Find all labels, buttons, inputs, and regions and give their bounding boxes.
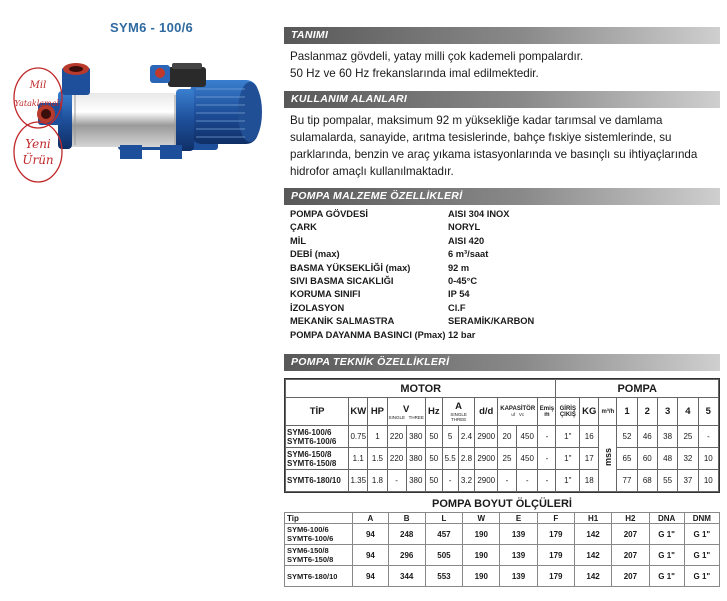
dim-tip — [285, 545, 353, 566]
row-tip-2: SYMT6-100/6 — [287, 436, 337, 446]
materials-list — [290, 208, 590, 342]
material-value: 0-45°C — [448, 275, 478, 286]
cell-dd: 2900 — [475, 426, 498, 448]
col-q3: 3 — [657, 398, 677, 426]
row-tip-1: SYMT6-180/10 — [287, 476, 341, 485]
material-label: KORUMA SINIFI — [290, 289, 361, 300]
dim-tip-2: SYMT6-100/6 — [287, 534, 334, 543]
col-q4: 4 — [678, 398, 698, 426]
cell-h4: 25 — [678, 426, 698, 448]
col-hz: Hz — [425, 398, 442, 426]
material-row — [290, 275, 590, 288]
row-tip-1: SYM6-100/6 — [287, 427, 332, 437]
col-v-single: SINGLE — [388, 414, 405, 420]
col-q5: 5 — [698, 398, 718, 426]
section-malzeme: POMPA MALZEME ÖZELLİKLERİ — [284, 188, 720, 205]
col-q2: 2 — [637, 398, 657, 426]
stamp-line4: Ürün — [22, 153, 54, 167]
kullanim-text: Bu tip pompalar, maksimum 92 m yüksekliğe kadar tarımsal ve damlama sulamalarda, sanayide, arıtma tesislerinde, bahçe fıskiye sistemlerinde, su parklarında, benzin ve araç yıkama istasyonlarında ve basınçlı su ihtiyaçlarında hidrofor amaçlı kullanılmaktadır. — [290, 114, 698, 178]
material-label: POMPA GÖVDESİ — [290, 209, 369, 219]
col-v-label: V — [403, 403, 410, 415]
cell-hz: 50 — [425, 470, 442, 492]
cell-kw: 1.1 — [349, 448, 368, 470]
cell-h4: 32 — [678, 448, 698, 470]
cell-h1: 77 — [617, 470, 637, 492]
dim-col-f: F — [537, 513, 574, 524]
new-product-stamp — [10, 62, 66, 187]
material-label: DEBİ (max) — [290, 249, 340, 260]
dim-tip-1: SYM6-100/6 — [287, 525, 329, 534]
cell-emis: - — [538, 426, 556, 448]
cell-h5: 10 — [698, 470, 718, 492]
material-row — [290, 248, 590, 261]
col-a-label: A — [455, 401, 463, 412]
dim-h2: 207 — [612, 545, 649, 566]
cell-a1: 5.5 — [442, 448, 458, 470]
cell-kg: 16 — [580, 426, 599, 448]
dim-b: 296 — [388, 545, 425, 566]
material-label: POMPA DAYANMA BASINCI (Pmax) — [290, 329, 446, 340]
cell-a3: 3.2 — [458, 470, 475, 492]
section-kullanim: KULLANIM ALANLARI — [284, 91, 720, 108]
dim-h2: 207 — [612, 566, 649, 587]
cell-h5: - — [698, 426, 718, 448]
dim-dnm: G 1" — [684, 524, 719, 545]
dim-col-dnm: DNM — [684, 513, 719, 524]
cell-h5: 10 — [698, 448, 718, 470]
dim-dnm: G 1" — [684, 566, 719, 587]
cell-hp: 1.5 — [368, 448, 387, 470]
row-tip — [286, 448, 349, 470]
col-emis-label: Emiş — [539, 405, 555, 412]
material-label: SIVI BASMA SICAKLIĞI — [290, 275, 394, 286]
dim-h1: 142 — [574, 566, 611, 587]
cell-dd: 2900 — [475, 448, 498, 470]
material-value: AISI 420 — [448, 235, 485, 246]
cell-h3: 48 — [657, 448, 677, 470]
material-value: SERAMİK/KARBON — [448, 316, 535, 327]
col-emis — [538, 398, 556, 426]
dim-f: 179 — [537, 545, 574, 566]
cell-v1: 220 — [387, 448, 406, 470]
cell-v1: 220 — [387, 426, 406, 448]
cell-uf: - — [497, 470, 516, 492]
dim-w: 190 — [463, 566, 500, 587]
dim-col-dna: DNA — [649, 513, 684, 524]
cell-kg: 17 — [580, 448, 599, 470]
material-label: MEKANİK SALMASTRA — [290, 316, 395, 327]
dim-col-e: E — [500, 513, 537, 524]
model-title: SYM6 - 100/6 — [110, 20, 194, 35]
material-value: IP 54 — [448, 289, 470, 300]
cell-hz: 50 — [425, 426, 442, 448]
dim-tip-1: SYMT6-180/10 — [287, 571, 338, 581]
dim-tip — [285, 566, 353, 587]
cell-kw: 1.35 — [349, 470, 368, 492]
cell-h2: 46 — [637, 426, 657, 448]
material-value: NORYL — [448, 222, 481, 233]
material-value: 12 bar — [448, 329, 476, 340]
cell-kw: 0.75 — [349, 426, 368, 448]
row-tip — [286, 470, 349, 492]
col-a-single: SINGLE — [450, 412, 467, 417]
table-row — [285, 524, 720, 545]
dim-dna: G 1" — [649, 566, 684, 587]
row-tip-2: SYMT6-150/8 — [287, 458, 337, 468]
dim-tip-1: SYM6-150/8 — [287, 546, 329, 555]
dim-col-tip: Tip — [285, 513, 353, 524]
cell-h1: 65 — [617, 448, 637, 470]
cell-hp: 1 — [368, 426, 387, 448]
group-motor: MOTOR — [286, 380, 556, 398]
table-row — [285, 545, 720, 566]
cell-a3: 2.4 — [458, 426, 475, 448]
cell-v3: 380 — [406, 426, 425, 448]
dim-col-h2: H2 — [612, 513, 649, 524]
col-kw: KW — [349, 398, 368, 426]
cell-giris: 1" — [556, 448, 580, 470]
col-emis-unit: m — [544, 411, 550, 418]
dim-b: 248 — [388, 524, 425, 545]
cell-a1: - — [442, 470, 458, 492]
stamp-line1: Mil — [29, 80, 47, 91]
material-label: İZOLASYON — [290, 302, 345, 313]
dim-f: 179 — [537, 524, 574, 545]
tech-table — [285, 379, 719, 492]
table-row — [286, 470, 719, 492]
col-a — [442, 398, 475, 426]
section-tanimi: TANIMI — [284, 27, 720, 44]
cell-a3: 2.8 — [458, 448, 475, 470]
dim-w: 190 — [463, 524, 500, 545]
dim-l: 457 — [425, 524, 462, 545]
cell-giris: 1" — [556, 426, 580, 448]
col-m3h: m³/h — [599, 398, 617, 426]
material-row — [290, 262, 590, 275]
col-kap-label: KAPASİTÖR — [500, 406, 536, 412]
dim-dna: G 1" — [649, 545, 684, 566]
col-q1: 1 — [617, 398, 637, 426]
cell-h1: 52 — [617, 426, 637, 448]
cell-vc: 450 — [517, 448, 538, 470]
col-v — [387, 398, 425, 426]
cell-h4: 37 — [678, 470, 698, 492]
dim-tip — [285, 524, 353, 545]
table-row — [286, 426, 719, 448]
col-tip: TİP — [286, 398, 349, 426]
cell-h2: 68 — [637, 470, 657, 492]
cell-dd: 2900 — [475, 470, 498, 492]
dim-w: 190 — [463, 545, 500, 566]
tech-table-frame — [284, 378, 720, 493]
material-row — [290, 208, 590, 221]
col-hp: HP — [368, 398, 387, 426]
cell-uf: 25 — [497, 448, 516, 470]
material-row — [290, 329, 590, 342]
cell-vc: - — [517, 470, 538, 492]
cell-vc: 450 — [517, 426, 538, 448]
mss-text: mss — [602, 448, 613, 467]
cell-hp: 1.8 — [368, 470, 387, 492]
dim-a: 94 — [353, 524, 388, 545]
cell-v3: 380 — [406, 470, 425, 492]
material-row — [290, 235, 590, 248]
dim-a: 94 — [353, 545, 388, 566]
cell-emis: - — [538, 448, 556, 470]
dim-b: 344 — [388, 566, 425, 587]
cell-a1: 5 — [442, 426, 458, 448]
cell-h3: 38 — [657, 426, 677, 448]
dims-table — [284, 512, 720, 587]
dim-h1: 142 — [574, 524, 611, 545]
material-row — [290, 302, 590, 315]
section-teknik: POMPA TEKNİK ÖZELLİKLERİ — [284, 354, 720, 371]
dim-h2: 207 — [612, 524, 649, 545]
dim-col-a: A — [353, 513, 388, 524]
group-pompa: POMPA — [556, 380, 719, 398]
dims-title: POMPA BOYUT ÖLÇÜLERİ — [432, 498, 572, 510]
stamp-line2: Yataklamalı — [14, 99, 62, 108]
mss-label — [599, 426, 617, 492]
material-value: Cl.F — [448, 302, 466, 313]
material-row — [290, 315, 590, 328]
material-label: ÇARK — [290, 222, 317, 233]
dim-col-w: W — [463, 513, 500, 524]
table-row — [286, 448, 719, 470]
tanimi-text: Paslanmaz gövdeli, yatay milli çok kademeli pompalardır. 50 Hz ve 60 Hz frekanslarında imal edilmektedir. — [290, 50, 584, 80]
cell-hz: 50 — [425, 448, 442, 470]
table-row — [285, 566, 720, 587]
dim-col-h1: H1 — [574, 513, 611, 524]
col-a-three: THREE — [450, 417, 467, 422]
col-dd: d/d — [475, 398, 498, 426]
material-value: 92 m — [448, 262, 470, 273]
stamp-line3: Yeni — [25, 137, 51, 151]
cell-h3: 55 — [657, 470, 677, 492]
col-cikis-label: ÇIKIŞ — [559, 411, 576, 418]
material-label: BASMA YÜKSEKLİĞİ (max) — [290, 262, 411, 273]
row-tip-1: SYM6-150/8 — [287, 449, 332, 459]
cell-v1: - — [387, 470, 406, 492]
dim-l: 553 — [425, 566, 462, 587]
dim-h1: 142 — [574, 545, 611, 566]
dim-col-l: L — [425, 513, 462, 524]
material-value: AISI 304 INOX — [448, 209, 510, 219]
dim-col-b: B — [388, 513, 425, 524]
col-kap-uf: uf — [511, 412, 516, 417]
dim-e: 139 — [500, 524, 537, 545]
cell-uf: 20 — [497, 426, 516, 448]
cell-kg: 18 — [580, 470, 599, 492]
dim-tip-2: SYMT6-150/8 — [287, 555, 334, 564]
col-kap-vc: Vc — [518, 412, 525, 417]
col-giris-label: GİRİŞ — [559, 405, 576, 412]
dim-dna: G 1" — [649, 524, 684, 545]
row-tip — [286, 426, 349, 448]
cell-h2: 60 — [637, 448, 657, 470]
dim-l: 505 — [425, 545, 462, 566]
material-row — [290, 221, 590, 234]
col-kapasitor — [497, 398, 537, 426]
dim-a: 94 — [353, 566, 388, 587]
cell-emis: - — [538, 470, 556, 492]
col-kg: KG — [580, 398, 599, 426]
col-v-three: THREE — [408, 414, 424, 420]
material-label: MİL — [290, 235, 307, 246]
cell-v3: 380 — [406, 448, 425, 470]
dim-e: 139 — [500, 545, 537, 566]
dim-f: 179 — [537, 566, 574, 587]
col-giris — [556, 398, 580, 426]
material-value: 6 m³/saat — [448, 249, 489, 260]
dim-e: 139 — [500, 566, 537, 587]
cell-giris: 1" — [556, 470, 580, 492]
dim-dnm: G 1" — [684, 545, 719, 566]
material-row — [290, 288, 590, 301]
